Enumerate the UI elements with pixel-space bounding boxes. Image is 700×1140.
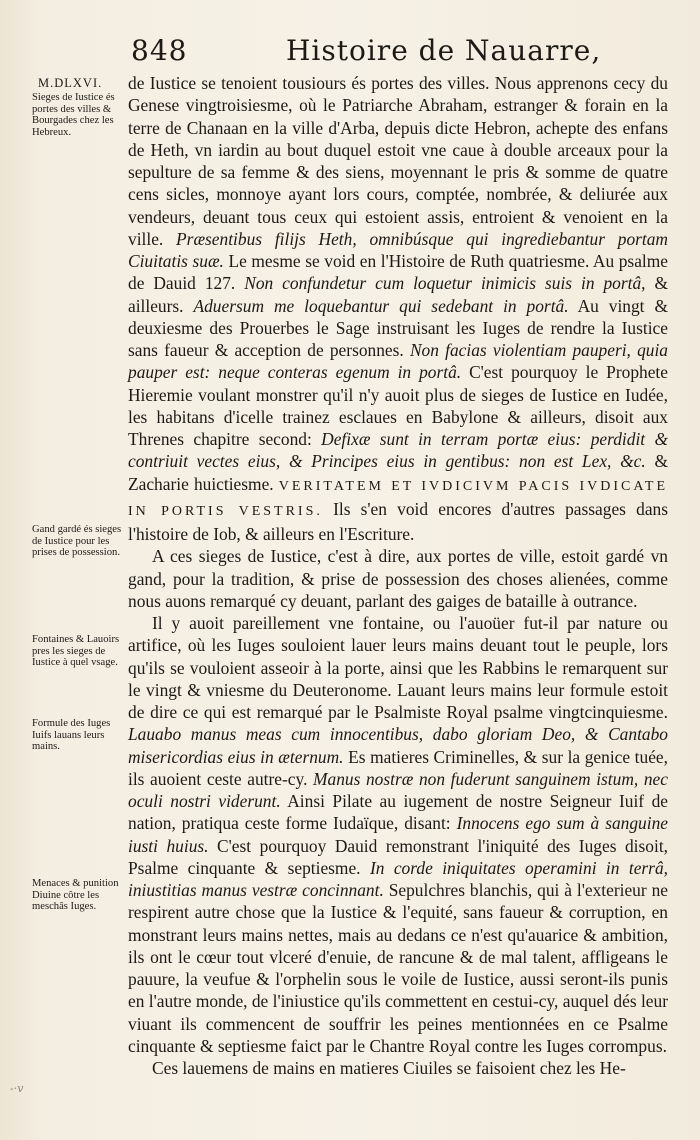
latin-quote: Non facias violentiam pauperi, quia pauper est: neque conteras egenum in portâ. [128,340,669,383]
margin-note: Menaces & punition Diuine côtre les meschâs Iuges. [32,878,119,913]
latin-quote: Innocens ego sum à sanguine iusti huius. [128,813,668,856]
latin-quote: Non confundetur cum loquetur inimicis suis in portâ, [244,273,646,294]
margin-note: Formule des Iuges Iuifs lauans leurs mains. [32,718,111,753]
paragraph [128,612,668,1057]
text-run: Il y auoit pareillement vne fontaine, ou l'auoüer fut-il par nature ou artifice, où les Iuges souloient lauer leurs mains deuant tout le peuple, lors qu'ils se vouloient asseoir à la porte, ainsi que les Rabbins le remarquent sur le vingt & vniesme du Deuteronome. Lauant leurs mains leur formule estoit de dire ce qui est remarqué par le Psalmiste Royal psalme vingtcinquiesme. [128,613,668,722]
text-run: A ces sieges de Iustice, c'est à dire, aux portes de ville, estoit gardé vn gand, pour la tradition, & prise de possession des choses alienées, comme nous auons remarqué cy deuant, parlant des gaiges de bataille à outrance. [128,546,668,611]
latin-quote: Aduersum me loquebantur qui sedebant in portâ. [193,295,569,316]
margin-stain-text: -·v [10,1082,24,1095]
text-run: Ils s'en void encores d'autres passages dans l'histoire de Iob, & ailleurs en l'Escriture. [128,498,669,544]
folio-number: 848 [131,34,188,67]
text-run: Es matieres Criminelles, & sur la genice tuée, ils auoient ceste autre-cy. [128,746,668,789]
latin-quote: In corde iniquitates operamini in terrâ, iniustitias manus vestræ concinnant. [128,857,668,900]
text-run: Ces lauemens de mains en matieres Ciuiles se faisoient chez les He- [152,1058,626,1078]
text-run: Ainsi Pilate au iugement de nostre Seigneur Iuif de nation, pratiqua ceste forme Iudaïque, disant: [128,791,668,834]
smallcaps-run: VERITATEM ET IVDICIVM PACIS IVDICATE IN PORTIS VESTRIS. [128,478,668,519]
text-run: C'est pourquoy Dauid remonstrant l'iniquité des Iuges disoit, Psalme cinquante & septiesme. [128,835,668,878]
margin-note: Fontaines & Lauoirs pres les sieges de Iustice à quel vsage. [32,634,120,669]
latin-quote: Defixæ sunt in terram portæ eius: perdidit & contriuit vectes eius, & Principes eius in gentibus: non est Lex, &c. [128,429,668,472]
margin-year: M.DLXVI. [38,76,103,90]
main-text [128,72,668,1079]
margin-note: Sieges de Iustice és portes des villes & Bourgades chez les Hebreux. [32,92,115,138]
latin-quote: Manus nostræ non fuderunt sanguinem istum, nec oculi nostri viderunt. [128,768,668,811]
paragraph [128,72,668,545]
text-run: C'est pourquoy le Prophete Hieremie voulant monstrer qu'il n'y auoit plus de sieges de Iustice en Iudée, les habitans d'icelle trainez esclaues en Babylone & ailleurs, disoit aux Threnes chapitre second: [128,362,668,449]
paragraph [128,545,668,612]
paragraph [128,1057,668,1079]
margin-note: Gand gardé és sieges de Iustice pour les prises de possession. [32,524,122,559]
margin-notes [0,0,128,1140]
latin-quote: Lauabo manus meas cum innocentibus, dabo gloriam Deo, & Cantabo misericordias eius in æternum. [128,724,668,767]
running-title: Histoire de Nauarre, [286,34,602,67]
text-run: Le mesme se void en l'Histoire de Ruth quatriesme. Au psalme de Dauid 127. [128,251,668,294]
text-run: de Iustice se tenoient tousiours és portes des villes. Nous apprenons cecy du Genese vingtroisiesme, où le Patriarche Abraham, estranger & forain en la terre de Chanaan en la ville d'Arba, depuis dicte Hebron, achepte des enfans de Heth, vn iardin au bout duquel estoit vne caue à double arceaux pour la sepulture de sa femme & des siens, moyennant le pris & somme de quatre cens sicles, monnoye ayant lors cours, comptée, nombrée, & deliurée aux vendeurs, deuant tous ceux qui estoient assis, entroient & venoient en la ville. [128,73,668,249]
latin-quote: Præsentibus filijs Heth, omnibúsque qui ingrediebantur portam Ciuitatis suæ. [128,228,668,271]
text-run: Au vingt & deuxiesme des Prouerbes le Sage instruisant les Iuges de rendre la Iustice sans faueur & acception de personnes. [128,295,668,360]
text-run: Sepulchres blanchis, qui à l'exterieur ne respirent autre chose que la Iustice & l'equité, sans faueur & corruption, en monstrant leurs mains nettes, mais au dedans ce n'est qu'auarice & ambition, ils ont le cœur tout vlceré d'enuie, de rancune & de mal talent, affligeans le pauure, la veufue & l'orphelin sous le voile de Iustice, aussi seront-ils punis en l'autre monde, de l'iniustice qu'ils commettent en cestui-cy, auquel dés leur viuant ils commencent de souffrir les peines mentionnées en ce Psalme cinquante & septiesme faict par le Chantre Royal contre les Iuges corrompus. [128,880,668,1056]
text-run: & ailleurs. [128,273,668,316]
text-run: & Zacharie huictiesme. [128,451,668,494]
